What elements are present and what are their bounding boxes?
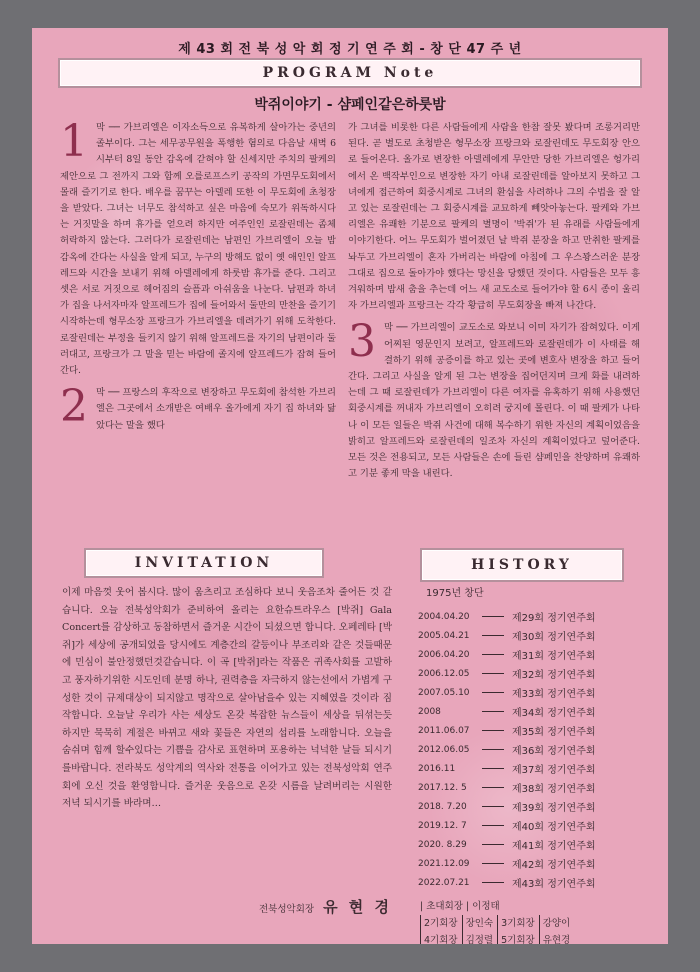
act-3-number: 3 <box>348 316 376 368</box>
history-dash <box>482 787 504 788</box>
history-date: 2011.06.07 <box>418 725 470 736</box>
history-date: 2020. 8.29 <box>418 839 467 850</box>
history-concert: 제42회 정기연주회 <box>512 860 596 871</box>
history-date: 2004.04.20 <box>418 611 470 622</box>
history-dash <box>482 863 504 864</box>
history-row <box>418 607 648 626</box>
history-concert: 제32회 정기연주회 <box>512 670 596 681</box>
history-dash <box>482 806 504 807</box>
history-title: HISTORY <box>420 548 624 582</box>
history-dash <box>482 711 504 712</box>
act-2-cont <box>348 120 640 314</box>
history-dash <box>482 844 504 845</box>
history-dash <box>482 882 504 883</box>
history-concert: 제36회 정기연주회 <box>512 746 596 757</box>
history-concert: 제41회 정기연주회 <box>512 841 596 852</box>
history-dash <box>482 654 504 655</box>
history-concert: 제38회 정기연주회 <box>512 784 596 795</box>
staff-role: 3기회장 <box>497 915 535 932</box>
history-row <box>418 759 648 778</box>
staff-row-2 <box>420 915 648 932</box>
history-concert: 제33회 정기연주회 <box>512 689 596 700</box>
history-dash <box>482 825 504 826</box>
act-2-text-part2: 가 그녀를 비롯한 다른 사람들에게 사람을 한참 잘못 봤다며 조롱거리만 된다. 곧 별도로 초청받은 형무소장 프랑크와 로잘린데도 무도회장 안으로 들어온다. 올가로 변장한 아델레에게 무안만 당한 가브리엘은 헝가리에서 온 백작부인으로 변장한 자기 아내 로잘린데를 알아보지 못하고 그녀에게 접근하여 회중시계로 그녀의 환심을 사려하나 그의 수법을 잘 알고 있는 로잘린데는 그 회중시계를 교묘하게 빼앗아놓는다. 팔케와 가브리엘은 유쾌한 기분으로 팔케의 별명이 '박쥐'가 된 유래를 사람들에게 이야기한다. 어느 무도회가 벌어졌던 날 박쥐 분장을 하고 만취한 팔케를 놔두고 가브리엘이 혼자 가버리는 바람에 아침에 그 우스꽝스러운 분장 그대로 집으로 돌아가야 했다는 망신을 당했던 것이다. 사람들은 모두 흥겨워하며 밤새 춤을 추는데 어느 새 교도소로 들어가야 할 6시 종이 울리자 가브리엘과 프랑크는 각각 황급히 무도회장을 빠져 나간다. <box>348 122 640 312</box>
staff-first: | 초대회장 | 이정태 <box>420 901 500 912</box>
poster-page <box>32 28 668 944</box>
history-dash <box>482 673 504 674</box>
staff-name: 김정렬 <box>462 932 494 944</box>
history-list <box>418 584 648 944</box>
staff-name: 유현경 <box>539 932 571 944</box>
history-rows <box>418 607 648 892</box>
history-row <box>418 816 648 835</box>
history-date: 2021.12.09 <box>418 858 470 869</box>
history-concert: 제35회 정기연주회 <box>512 727 596 738</box>
history-concert: 제30회 정기연주회 <box>512 632 596 643</box>
history-date: 2005.04.21 <box>418 630 470 641</box>
history-row <box>418 854 648 873</box>
history-row <box>418 626 648 645</box>
history-row <box>418 778 648 797</box>
history-row <box>418 664 648 683</box>
staff-role: 2기회장 <box>420 915 458 932</box>
history-concert: 제31회 정기연주회 <box>512 651 596 662</box>
staff-list <box>418 898 648 944</box>
act-2-start <box>60 381 336 434</box>
act-3-text: 막 ── 가브리엘이 교도소로 와보니 이미 자기가 잡혀있다. 이게 어찌된 영문인지 보려고, 알프레드와 로잘린데가 이 사태를 해결하기 위해 공증이를 하고 있는 곳에 변호사 변장을 하고 들어간다. 그리고 사실을 알게 된 그는 변장을 집어던지며 크게 화를 내려하는데 그 때 로잘린데가 가브리엘이 다른 여자를 유혹하기 위해 사용했던 회중시계를 꺼내자 가브리엘이 오히려 궁지에 몰린다. 이 때 팔케가 나타나 이 모든 일들은 박쥐 사건에 대해 복수하기 위한 자신의 계획이었음을 밝히고 알프레드와 로잘린데의 일조차 자신의 계획이었다고 덮어준다. 모든 것은 전용되고, 모든 사람들은 손에 들린 샴페인을 찬양하며 유쾌하고 기분 좋게 막을 내린다. <box>348 322 640 480</box>
history-dash <box>482 635 504 636</box>
staff-name: 장인숙 <box>462 915 494 932</box>
history-date: 2019.12. 7 <box>418 820 467 831</box>
program-note-title: PROGRAM Note <box>58 58 642 88</box>
history-dash <box>482 730 504 731</box>
history-date: 2012.06.05 <box>418 744 470 755</box>
history-row <box>418 740 648 759</box>
signature-name: 유 현 경 <box>323 898 392 916</box>
history-date: 2007.05.10 <box>418 687 470 698</box>
act-2-number: 2 <box>60 381 88 433</box>
history-concert: 제29회 정기연주회 <box>512 613 596 624</box>
history-date: 2008 <box>418 706 441 717</box>
history-concert: 제43회 정기연주회 <box>512 879 596 890</box>
program-col-right <box>348 120 640 488</box>
history-dash <box>482 692 504 693</box>
history-row <box>418 702 648 721</box>
history-dash <box>482 749 504 750</box>
history-row <box>418 873 648 892</box>
history-date: 2022.07.21 <box>418 877 470 888</box>
history-row <box>418 797 648 816</box>
history-dash <box>482 616 504 617</box>
history-concert: 제34회 정기연주회 <box>512 708 596 719</box>
signature-role: 전북성악회장 <box>258 904 315 915</box>
history-date: 2016.11 <box>418 763 456 774</box>
act-1 <box>60 116 336 379</box>
act-3 <box>348 316 640 482</box>
history-date: 2018. 7.20 <box>418 801 467 812</box>
history-founded: 1975년 창단 <box>426 588 484 599</box>
invitation-title: INVITATION <box>84 548 324 578</box>
act-2-text-part1: 막 ── 프랑스의 후작으로 변장하고 무도회에 참석한 가브리엘은 그곳에서 소개받은 여배우 올가에게 자기 집 하녀와 닮았다는 말을 했다 <box>96 387 336 431</box>
history-concert: 제39회 정기연주회 <box>512 803 596 814</box>
history-date: 2017.12. 5 <box>418 782 467 793</box>
invitation-text: 이제 마음껏 웃어 봅시다. 많이 움츠리고 조심하다 보니 웃음조차 줄어든 것 같습니다. 오늘 전북성악회가 준비하여 올리는 요한슈트라우스 [박쥐] Gala Concert를 감상하고 동참하면서 즐거운 시간이 되셨으면 합니다. 오페레타 [박쥐]가 세상에 공개되었을 당시에도 계층간의 갈등이나 부조리와 같은 것들때문에 민심이 불안정했던것같습니다. 이 곡 [박쥐]라는 작품은 귀족사회를 고발하고 풍자하기위한 시도인데 분명 하나, 권력층을 자극하지 않는선에서 가볍게 구성한 것이 규제대상이 되지않고 명작으로 살아남을수 있는 지혜였을 것이라 짐작합니다. 오늘날 우리가 사는 세상도 온갖 복잡한 뉴스들이 세상을 뒤섞는듯 하지만 묵묵히 계절은 바뀌고 새와 꽃들은 자연의 섭리를 노래합니다. 오늘을 숨쉬며 힘께 할수있다는 기쁨을 감사로 표현하며 포용하는 넉넉한 날들 되시기를바랍니다. 전라북도 성악계의 역사와 전통을 이어가고 있는 전북성악회 연주회에 오신 것을 환영합니다. 즐거운 웃음으로 온갖 시름을 날려버리는 시원한 저녁 되시기를 바라며… <box>62 587 392 810</box>
invitation-signature <box>232 896 392 917</box>
staff-first-text: 초대회장 | 이정태 <box>426 901 500 912</box>
staff-role: 4기회장 <box>420 932 458 944</box>
staff-row-3 <box>420 932 648 944</box>
history-dash <box>482 768 504 769</box>
history-date: 2006.04.20 <box>418 649 470 660</box>
staff-role: 5기회장 <box>497 932 535 944</box>
history-row <box>418 683 648 702</box>
history-row <box>418 645 648 664</box>
history-row <box>418 721 648 740</box>
page-header: 제 43 회 전 북 성 악 회 정 기 연 주 회 - 창 단 47 주 년 <box>178 42 522 57</box>
history-date: 2006.12.05 <box>418 668 470 679</box>
program-col-left <box>60 116 336 440</box>
act-1-text: 막 ── 가브리엘은 이자소득으로 유복하게 살아가는 중년의 졸부이다. 그는 세무공무원을 폭행한 혐의로 다음날 새벽 6시부터 8일 동안 감옥에 갇혀야 할 신세지만 주치의 팔케의 제안으로 그 전까지 그와 함께 오를로프스키 공작의 가면무도회에서 몰래 즐기기로 한다. 배우를 꿈꾸는 아델레 또한 이 무도회에 초청장을 받았다. 그녀는 너무도 참석하고 싶은 마음에 숙모가 위독하시다는 거짓말을 하며 휴가를 얻으려 하지만 여주인인 로잘린데는 좀체 허락하지 않는다. 그러다가 로잘린데는 남편인 가브리엘이 오늘 밤 감옥에 간다는 사실을 알게 되고, 누구의 방해도 없이 옛 애인인 알프레드와 시간을 보내기 위해 아델레에게 하룻밤 휴가를 준다. 그리고 셋은 서로 거짓으로 헤어짐의 슬픔과 아쉬움을 나눈다. 남편과 하녀가 집을 나서자마자 알프레드가 집에 들어와서 둘만의 만찬을 즐기기 시작하는데 형무소장 프랑크가 가브리엘을 데려가기 위해 도착한다. 로잘린데는 부정을 들키지 않기 위해 알프레드를 자기의 남편이라 둘러대고, 프랑크가 그 말을 믿는 바람에 졸지에 알프레드가 잡혀 들어간다. <box>60 122 336 377</box>
history-concert: 제40회 정기연주회 <box>512 822 596 833</box>
program-subtitle: 박쥐이야기 - 샴페인같은하룻밤 <box>254 97 446 113</box>
history-concert: 제37회 정기연주회 <box>512 765 596 776</box>
staff-name: 강양이 <box>539 915 571 932</box>
act-1-number: 1 <box>60 116 88 167</box>
history-row <box>418 835 648 854</box>
